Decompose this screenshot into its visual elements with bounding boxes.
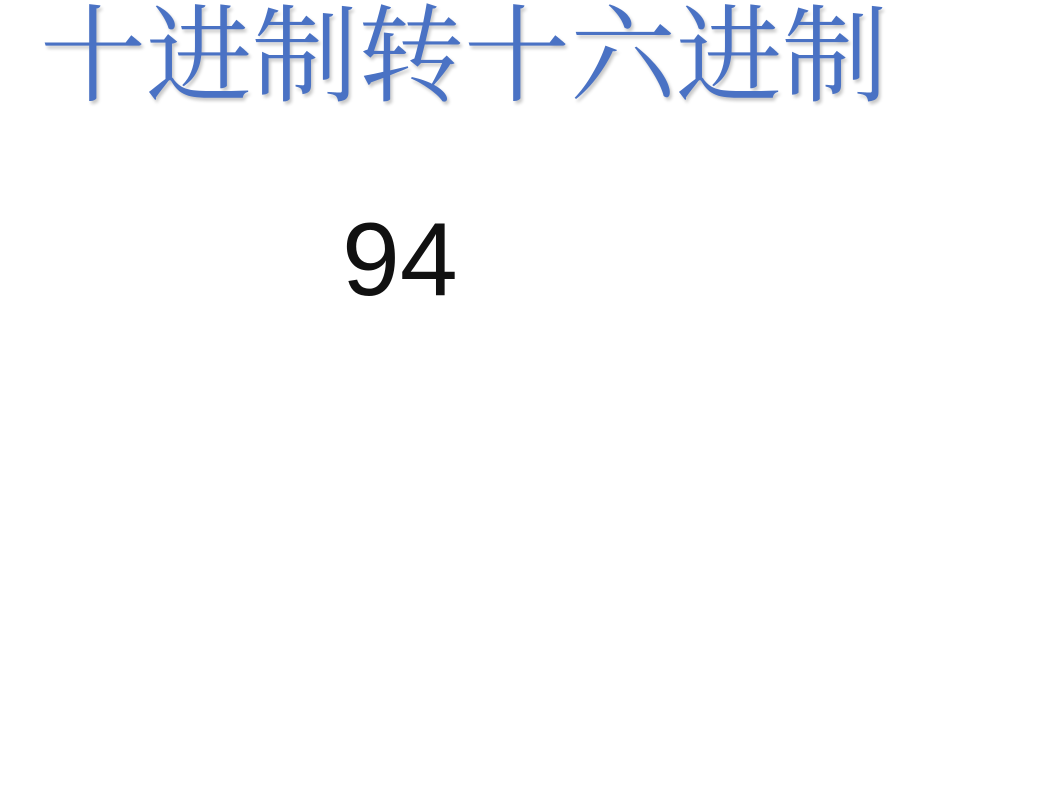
decimal-number: 94 (342, 202, 458, 318)
slide-title: 十进制转十六进制 (40, 0, 888, 118)
